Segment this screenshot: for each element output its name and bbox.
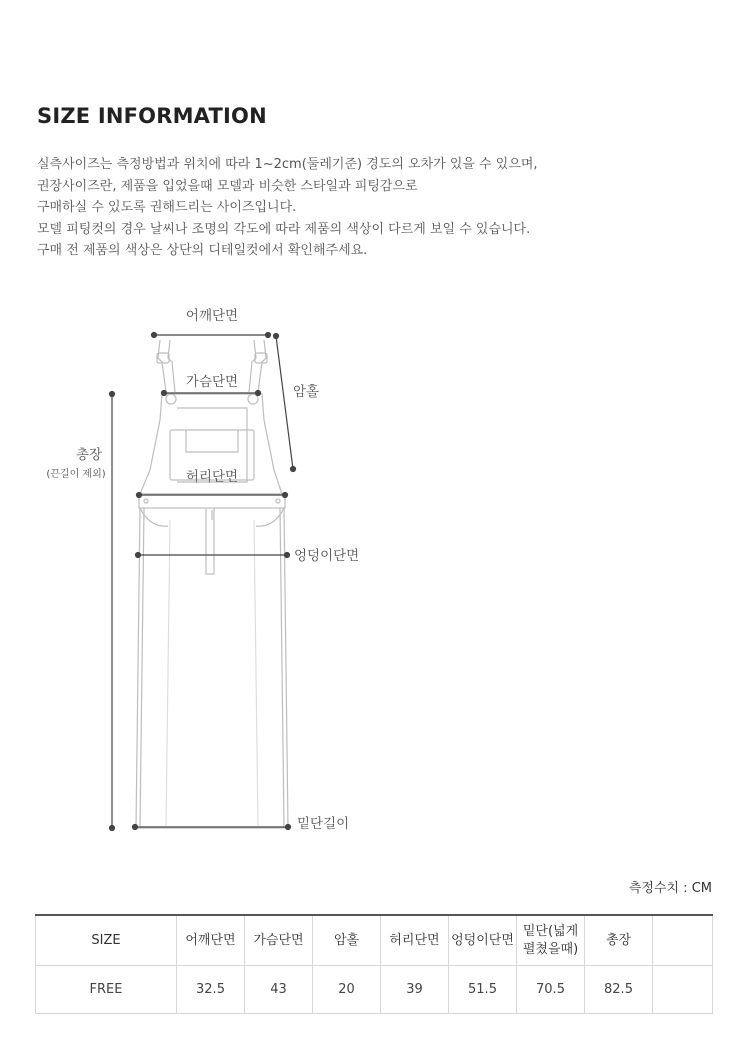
header-cell: 엉덩이단면 — [449, 915, 517, 966]
label-hem: 밑단길이 — [297, 816, 350, 832]
header-cell: 밑단(넓게 펼쳤을때) — [517, 915, 585, 966]
size-table-header-row — [36, 915, 713, 966]
table-cell: 20 — [313, 966, 381, 1014]
table-cell: 39 — [381, 966, 449, 1014]
label-length: 총장 — [75, 447, 103, 463]
table-cell — [653, 966, 713, 1014]
size-table — [35, 914, 713, 1014]
table-cell: FREE — [36, 966, 177, 1014]
description-line: 실측사이즈는 측정방법과 위치에 따라 1~2cm(둘레기준) 경도의 오차가 있을 수 있으며, — [37, 157, 538, 172]
header-cell: 어깨단면 — [177, 915, 245, 966]
measurement-diagram — [0, 290, 750, 850]
size-description — [37, 154, 717, 262]
overall-dress-illustration — [136, 340, 288, 828]
label-shoulder: 어깨단면 — [185, 308, 239, 324]
header-cell: 가슴단면 — [245, 915, 313, 966]
header-cell: 총장 — [585, 915, 653, 966]
header-cell: 허리단면 — [381, 915, 449, 966]
table-cell: 70.5 — [517, 966, 585, 1014]
label-hip: 엉덩이단면 — [294, 548, 360, 564]
header-cell: SIZE — [36, 915, 177, 966]
header-cell: 암홀 — [313, 915, 381, 966]
table-cell: 43 — [245, 966, 313, 1014]
description-line: 모델 피팅컷의 경우 날씨나 조명의 각도에 따라 제품의 색상이 다르게 보일 수 있습니다. — [37, 221, 531, 237]
label-chest: 가슴단면 — [185, 374, 239, 390]
description-line: 권장사이즈란, 제품을 입었을때 모델과 비슷한 스타일과 피팅감으로 — [37, 178, 418, 194]
header-cell — [653, 915, 713, 966]
description-line: 구매하실 수 있도록 권해드리는 사이즈입니다. — [37, 200, 297, 215]
label-waist: 허리단면 — [185, 469, 239, 485]
label-length-note: (끈길이 제외) — [46, 469, 106, 480]
measurement-unit: 측정수치 : CM — [628, 881, 712, 896]
page-title: SIZE INFORMATION — [37, 104, 267, 128]
table-row — [36, 966, 713, 1014]
table-cell: 32.5 — [177, 966, 245, 1014]
table-cell: 82.5 — [585, 966, 653, 1014]
description-line: 구매 전 제품의 색상은 상단의 디테일컷에서 확인해주세요. — [37, 243, 368, 258]
label-armhole: 암홀 — [293, 384, 320, 400]
table-cell: 51.5 — [449, 966, 517, 1014]
